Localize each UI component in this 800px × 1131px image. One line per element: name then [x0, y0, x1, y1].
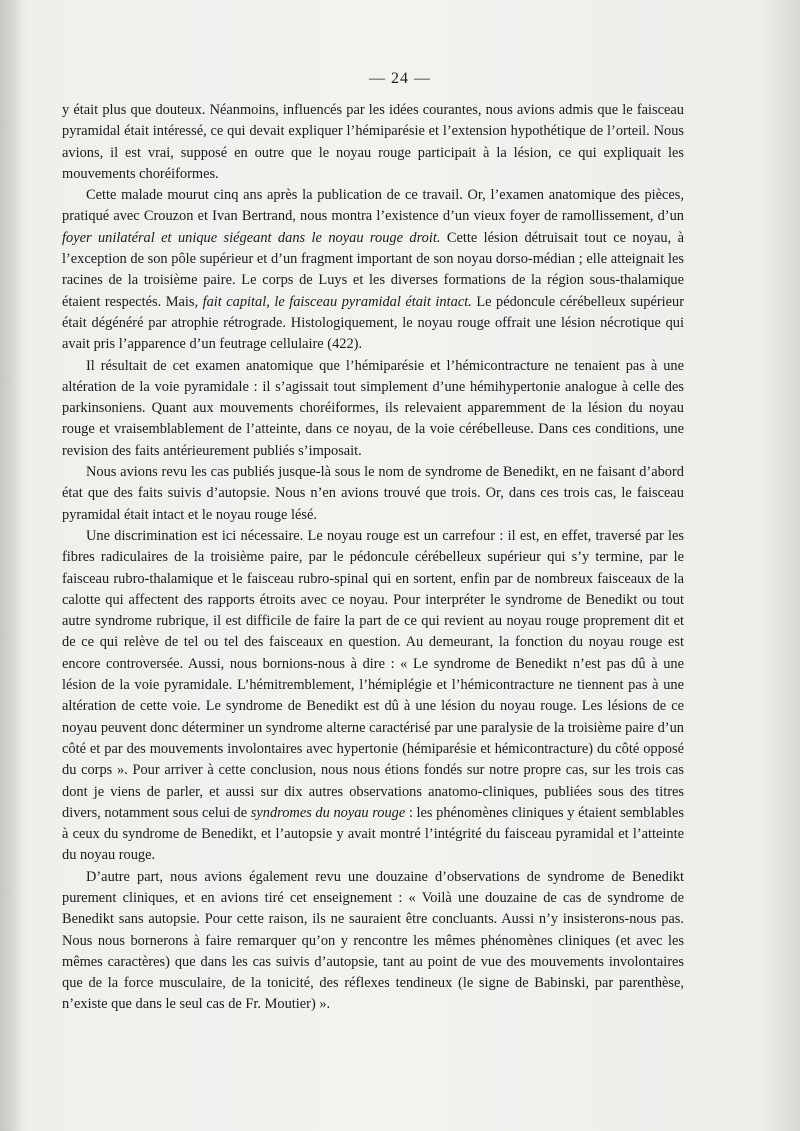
- italic-emphasis: syndromes du noyau rouge: [250, 804, 406, 821]
- italic-emphasis: foyer unilatéral et unique siégeant dans le noyau rouge droit.: [62, 229, 441, 246]
- body-text: [62, 100, 684, 1016]
- paragraph-text: Cette malade mourut cinq ans après la publication de ce travail. Or, l’examen anatomique des pièces, pratiqué avec Crouzon et Ivan Bertrand, nous montra l’existence d’un vieux foyer de ramollissement, d’un: [62, 187, 684, 225]
- binding-shadow: [0, 0, 22, 1131]
- paragraph-text: : les phénomènes cliniques y étaient semblables à ceux du syndrome de Benedikt, et l’autopsie y avait montré l’intégrité du faisceau pyramidal et l’atteinte du noyau rouge.: [62, 804, 685, 864]
- page-number: — 24 —: [369, 70, 431, 87]
- paragraph-6: [62, 867, 684, 1016]
- paragraph-text: Le pédoncule cérébelleux supérieur était dégénéré par atrophie rétrograde. Histologiquement, le noyau rouge offrait une lésion nécrotique qui avait pris l’apparence d’un feutrage cellulaire (422).: [62, 293, 684, 353]
- italic-emphasis: fait capital, le faisceau pyramidal était intact.: [202, 293, 472, 310]
- paragraph-text: Nous avions revu les cas publiés jusque-là sous le nom de syndrome de Benedikt, en ne faisant d’abord état que des faits suivis d’autopsie. Nous n’en avions trouvé que trois. Or, dans ces trois cas, le faisceau pyramidal était intact et le noyau rouge lésé.: [62, 464, 684, 523]
- paragraph-3: [62, 356, 684, 462]
- paragraph-text: y était plus que douteux. Néanmoins, influencés par les idées courantes, nous avions admis que le faisceau pyramidal était intéressé, ce qui devait expliquer l’hémiparésie et l’extension hypothétique de l’orteil. Nous avions, il est vrai, supposé en outre que le noyau rouge participait à la lésion, ce qui expliquait les mouvements choréiformes.: [62, 102, 684, 182]
- paragraph-2: [62, 185, 684, 355]
- paragraph-4: [62, 462, 684, 526]
- paragraph-text: Il résultait de cet examen anatomique que l’hémiparésie et l’hémicontracture ne tenaient pas à une altération de la voie pyramidale : il s’agissait tout simplement d’une hémihypertonie analogue à celle des parkinsoniens. Quant aux mouvements choréiformes, ils relevaient apparemment de la lésion du noyau rouge et vraisemblablement de l’atteinte, dans ce noyau, de la voie cérébelleuse. Dans ces conditions, une revision des faits antérieurement publiés s’imposait.: [62, 357, 684, 459]
- paragraph-1: [62, 100, 684, 185]
- paragraph-text: Une discrimination est ici nécessaire. Le noyau rouge est un carrefour : il est, en effet, traversé par les fibres radiculaires de la troisième paire, par le pédoncule cérébelleux supérieur qui s’y termine, par le faisceau rubro-thalamique et le faisceau rubro-spinal qui en sortent, enfin par de nombreux faisceaux de la calotte qui affectent des rapports étroits avec ce noyau. Pour interpréter le syndrome de Benedikt ou tout autre syndrome rubrique, il est difficile de faire la part de ce qui revient au noyau rouge proprement dit et de ce qui relève de tel ou tel des faisceaux en question. Au demeurant, la fonction du noyau rouge est encore controversée. Aussi, nous bornions-nous à dire : « Le syndrome de Benedikt n’est pas dû à une lésion de la voie pyramidale. L’hémitremblement, l’hémiplégie et l’hémicontracture ne tiennent pas à une altération de cette voie. Le syndrome de Benedikt est dû à une lésion du noyau rouge. Les lésions de ce noyau peuvent donc déterminer un syndrome alterne caractérisé par une paralysie de la troisième paire d’un côté et par des mouvements involontaires avec hypertonie (hémiparésie et hémicontracture) du côté opposé du corps ». Pour arriver à cette conclusion, nous nous étions fondés sur notre propre cas, sur les trois cas dont je viens de parler, et aussi sur dix autres observations anatomo-cliniques, publiées sous des titres divers, notamment sous celui de: [62, 527, 684, 821]
- paragraph-text: D’autre part, nous avions également revu une douzaine d’observations de syndrome de Benedikt purement cliniques, et en avions tiré cet enseignement : « Voilà une douzaine de cas de syndrome de Benedikt sans autopsie. Pour cette raison, ils ne sauraient être concluants. Aussi n’y insisterons-nous pas. Nous nous bornerons à faire remarquer qu’on y rencontre les mêmes phénomènes cliniques (et avec les mêmes caractères) que dans les cas suivis d’autopsie, tant au point de vue des mouvements involontaires que de la force musculaire, de la tonicité, des réflexes tendineux (le signe de Babinski, par parenthèse, n’existe que dans le seul cas de Fr. Moutier) ».: [62, 868, 684, 1013]
- paragraph-5: [62, 526, 684, 867]
- paragraph-text: Cette lésion détruisait tout ce noyau, à l’exception de son pôle supérieur et d’un fragment important de son noyau dorso-médian ; elle atteignait les racines de la troisième paire. Le corps de Luys et les diverses formations de la région sous-thalamique étaient respectés. Mais,: [62, 229, 684, 310]
